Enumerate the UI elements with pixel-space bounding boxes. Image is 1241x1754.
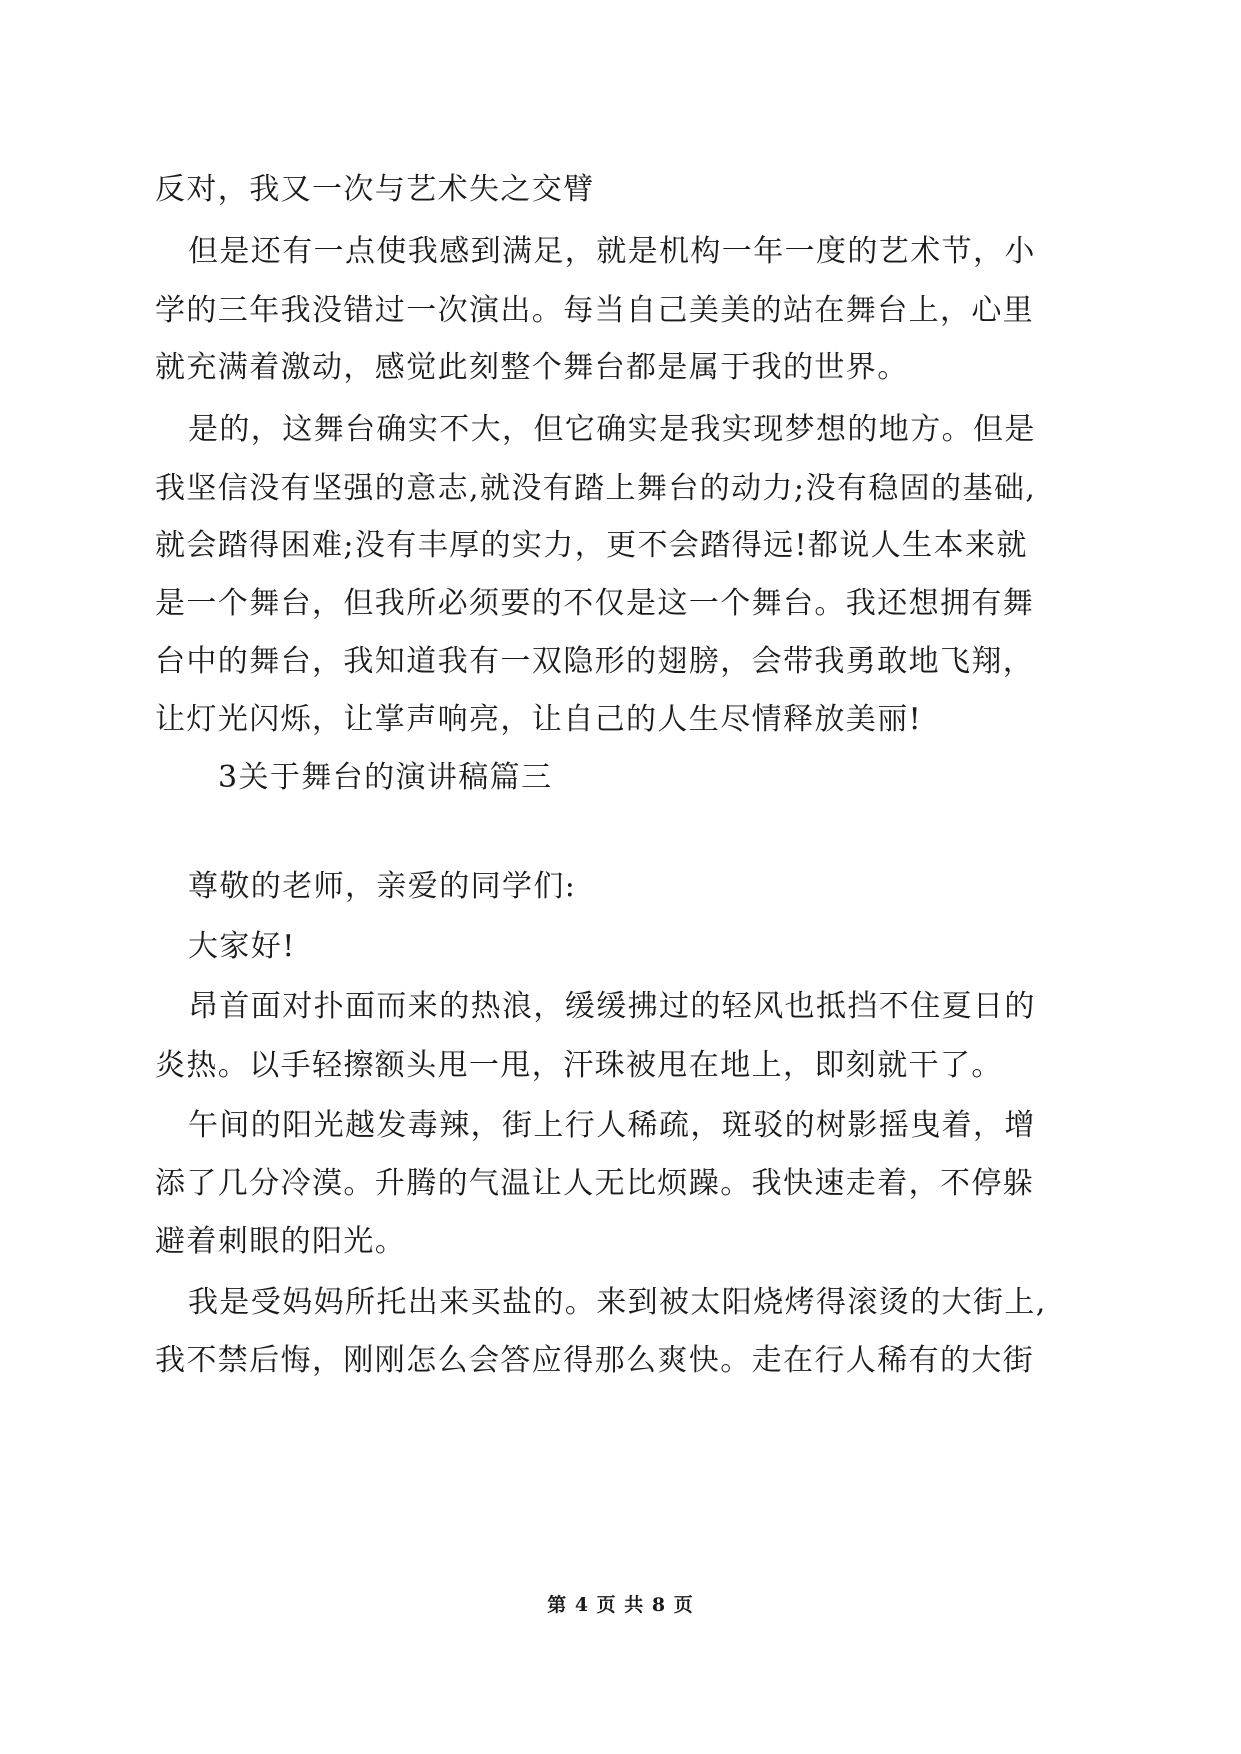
paragraph-line: 我坚信没有坚强的意志,就没有踏上舞台的动力;没有稳固的基础, [155,471,1037,506]
paragraph-line: 午间的阳光越发毒辣，街上行人稀疏，斑驳的树影摇曳着，增 [188,1108,1036,1143]
paragraph-line: 但是还有一点使我感到满足，就是机构一年一度的艺术节，小 [188,234,1036,269]
paragraph-line: 是一个舞台，但我所必须要的不仅是这一个舞台。我还想拥有舞 [155,586,1035,621]
salutation-line: 尊敬的老师，亲爱的同学们: [188,869,577,904]
paragraph-line: 我是受妈妈所托出来买盐的。来到被太阳烧烤得滚烫的大街上, [188,1285,1047,1320]
paragraph-line: 台中的舞台，我知道我有一双隐形的翅膀，会带我勇敢地飞翔， [155,644,1035,679]
paragraph-line: 学的三年我没错过一次演出。每当自己美美的站在舞台上，心里 [155,293,1035,328]
paragraph-line: 就会踏得困难;没有丰厚的实力，更不会踏得远!都说人生本来就 [155,528,1028,563]
paragraph-line: 让灯光闪烁，让掌声响亮，让自己的人生尽情释放美丽! [155,702,923,737]
section-heading: 3关于舞台的演讲稿篇三 [218,760,553,795]
paragraph-line: 炎热。以手轻擦额头甩一甩，汗珠被甩在地上，即刻就干了。 [155,1048,1003,1083]
paragraph-line: 就充满着激动，感觉此刻整个舞台都是属于我的世界。 [155,350,909,385]
paragraph-line: 昂首面对扑面而来的热浪，缓缓拂过的轻风也抵挡不住夏日的 [188,989,1036,1024]
paragraph-line: 是的，这舞台确实不大，但它确实是我实现梦想的地方。但是 [188,412,1036,447]
paragraph-line: 我不禁后悔，刚刚怎么会答应得那么爽快。走在行人稀有的大街 [155,1343,1035,1378]
paragraph-line: 添了几分冷漠。升腾的气温让人无比烦躁。我快速走着，不停躲 [155,1166,1035,1201]
greeting-line: 大家好! [188,929,296,964]
page-number-footer: 第 4 页 共 8 页 [547,1594,694,1616]
paragraph-line: 避着刺眼的阳光。 [155,1224,407,1259]
paragraph-line: 反对，我又一次与艺术失之交臂 [155,172,595,207]
